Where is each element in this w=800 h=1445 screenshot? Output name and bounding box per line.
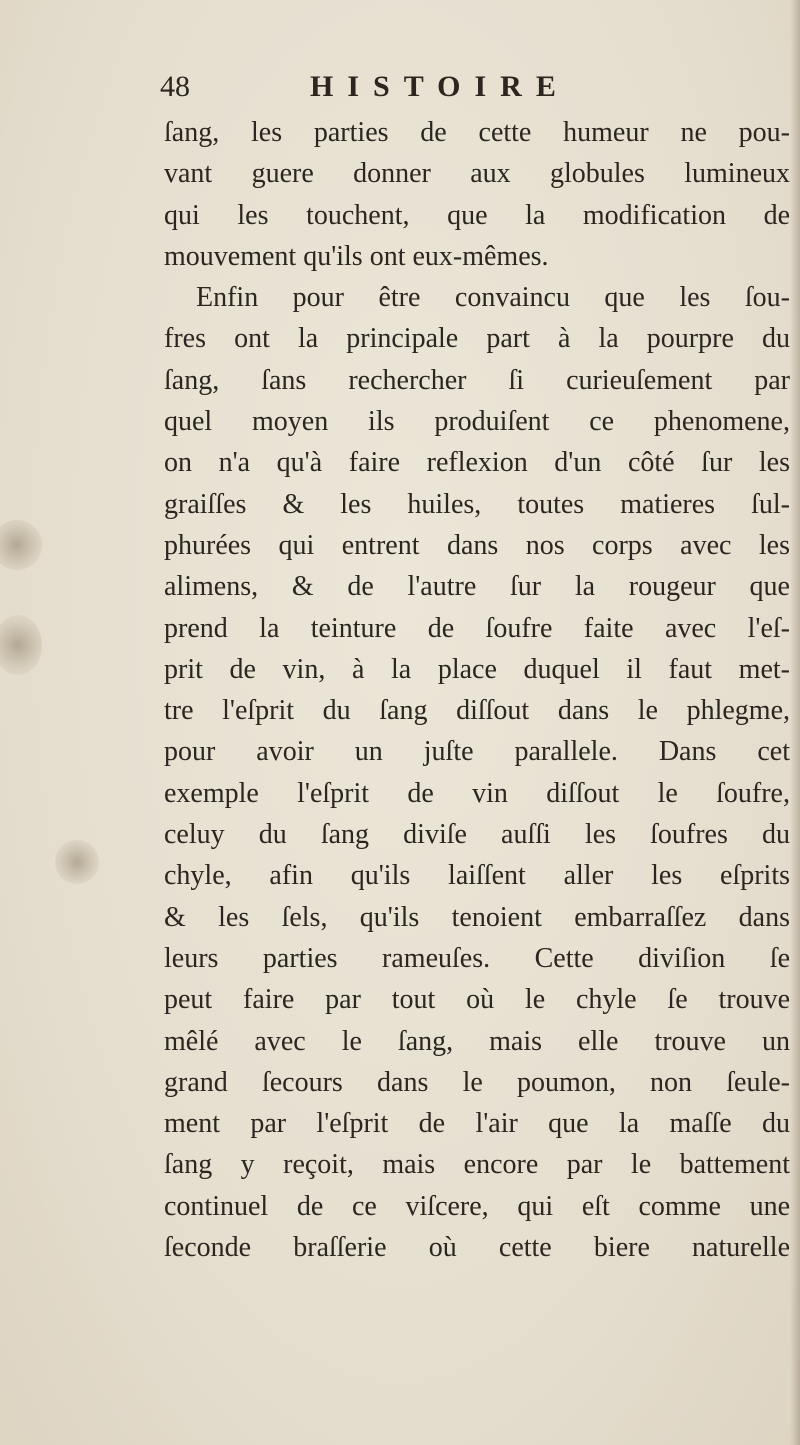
text-line: celuy du ſang diviſe auſſi les ſoufres du [164,819,790,851]
text-line: quel moyen ils produiſent ce phenomene, [164,406,790,438]
text-line: phurées qui entrent dans nos corps avec les [164,529,790,561]
text-line: mouvement qu'ils ont eux-mêmes. [164,240,549,272]
paper-stain [0,520,42,570]
text-line: fres ont la principale part à la pourpre du [164,323,790,355]
text-line: continuel de ce viſcere, qui eſt comme une [164,1190,790,1222]
text-line: pour avoir un juſte parallele. Dans cet [164,736,790,768]
page-number: 48 [160,70,190,103]
text-line: alimens, & de l'autre ſur la rougeur que [164,571,790,603]
text-line: & les ſels, qu'ils tenoient embarraſſez dans [164,901,790,933]
text-line: exemple l'eſprit de vin diſſout le ſoufre, [164,777,790,809]
text-line: Enfin pour être convaincu que les ſou- [196,282,790,314]
text-line: tre l'eſprit du ſang diſſout dans le phlegme, [164,695,790,727]
text-line: peut faire par tout où le chyle ſe trouve [164,984,790,1016]
paper-stain [0,615,42,675]
text-line: ſang y reçoit, mais encore par le battement [164,1149,790,1181]
text-line: prend la teinture de ſoufre faite avec l'eſ- [164,612,790,644]
text-line: graiſſes & les huiles, toutes matieres ſul- [164,488,790,520]
text-line: leurs parties rameuſes. Cette diviſion ſe [164,942,790,974]
text-line: on n'a qu'à faire reflexion d'un côté ſur les [164,447,790,479]
text-line: ſang, ſans rechercher ſi curieuſement par [164,364,790,396]
paper-stain [55,840,99,884]
text-line: chyle, afin qu'ils laiſſent aller les eſprits [164,860,790,892]
text-line: vant guere donner aux globules lumineux [164,158,790,190]
text-line: prit de vin, à la place duquel il faut met- [164,653,790,685]
text-line: ment par l'eſprit de l'air que la maſſe du [164,1108,790,1140]
running-title: HISTOIRE [310,70,570,103]
body-text [164,112,790,1268]
text-line: qui les touchent, que la modification de [164,199,790,231]
text-line: mêlé avec le ſang, mais elle trouve un [164,1025,790,1057]
text-line: ſeconde braſſerie où cette biere naturelle [164,1232,790,1264]
text-line: ſang, les parties de cette humeur ne pou- [164,117,790,148]
text-line: grand ſecours dans le poumon, non ſeule- [164,1066,790,1098]
page-edge-shadow [790,0,800,1445]
